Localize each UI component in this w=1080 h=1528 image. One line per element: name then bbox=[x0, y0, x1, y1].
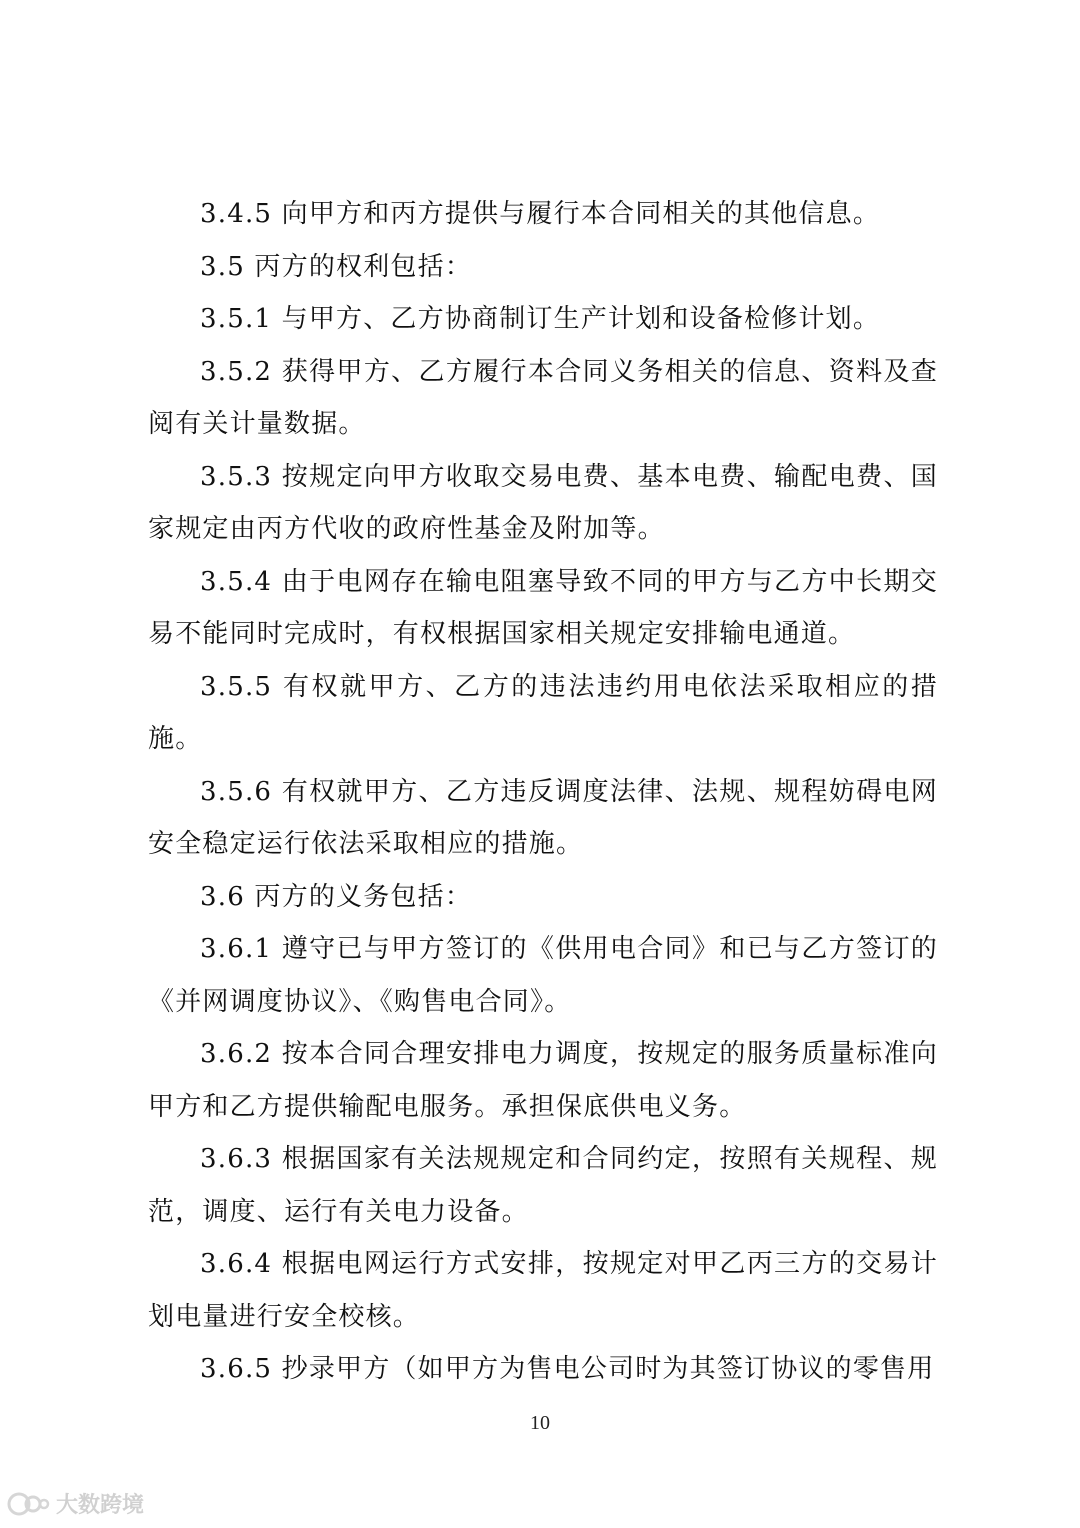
paragraph-3-6-3: 3.6.3 根据国家有关法规规定和合同约定，按照有关规程、规范，调度、运行有关电力设备。 bbox=[148, 1144, 938, 1227]
heading-3-5: 3.5 丙方的权利包括： bbox=[200, 251, 473, 282]
paragraph-3-6-4: 3.6.4 根据电网运行方式安排，按规定对甲乙丙三方的交易计划电量进行安全校核。 bbox=[148, 1249, 938, 1332]
paragraph-3-5-3: 3.5.3 按规定向甲方收取交易电费、基本电费、输配电费、国家规定由丙方代收的政府性基金及附加等。 bbox=[148, 461, 938, 544]
paragraph-3-5-2: 3.5.2 获得甲方、乙方履行本合同义务相关的信息、资料及查阅有关计量数据。 bbox=[148, 356, 938, 439]
paragraph-3-6-1: 3.6.1 遵守已与甲方签订的《供用电合同》和已与乙方签订的《并网调度协议》、《购售电合同》。 bbox=[148, 934, 938, 1017]
page-number: 10 bbox=[530, 1412, 550, 1434]
heading-3-6: 3.6 丙方的义务包括： bbox=[200, 881, 473, 912]
paragraph-3-6-5: 3.6.5 抄录甲方（如甲方为售电公司时为其签订协议的零售用 bbox=[200, 1354, 935, 1384]
paragraph-3-5-4: 3.5.4 由于电网存在输电阻塞导致不同的甲方与乙方中长期交易不能同时完成时，有权根据国家相关规定安排输电通道。 bbox=[148, 566, 938, 649]
paragraph-3-4-5: 3.4.5 向甲方和丙方提供与履行本合同相关的其他信息。 bbox=[200, 199, 881, 229]
paragraph-3-5-5: 3.5.5 有权就甲方、乙方的违法违约用电依法采取相应的措施。 bbox=[148, 671, 938, 754]
watermark-logo-icon bbox=[6, 1491, 50, 1517]
paragraph-3-5-1: 3.5.1 与甲方、乙方协商制订生产计划和设备检修计划。 bbox=[200, 304, 881, 334]
paragraph-3-6-2: 3.6.2 按本合同合理安排电力调度，按规定的服务质量标准向甲方和乙方提供输配电服务。承担保底供电义务。 bbox=[148, 1039, 938, 1122]
watermark bbox=[6, 1488, 144, 1519]
document-body bbox=[148, 188, 938, 1396]
watermark-text: 大数跨境 bbox=[56, 1493, 145, 1518]
paragraph-3-5-6: 3.5.6 有权就甲方、乙方违反调度法律、法规、规程妨碍电网安全稳定运行依法采取相应的措施。 bbox=[148, 776, 938, 859]
